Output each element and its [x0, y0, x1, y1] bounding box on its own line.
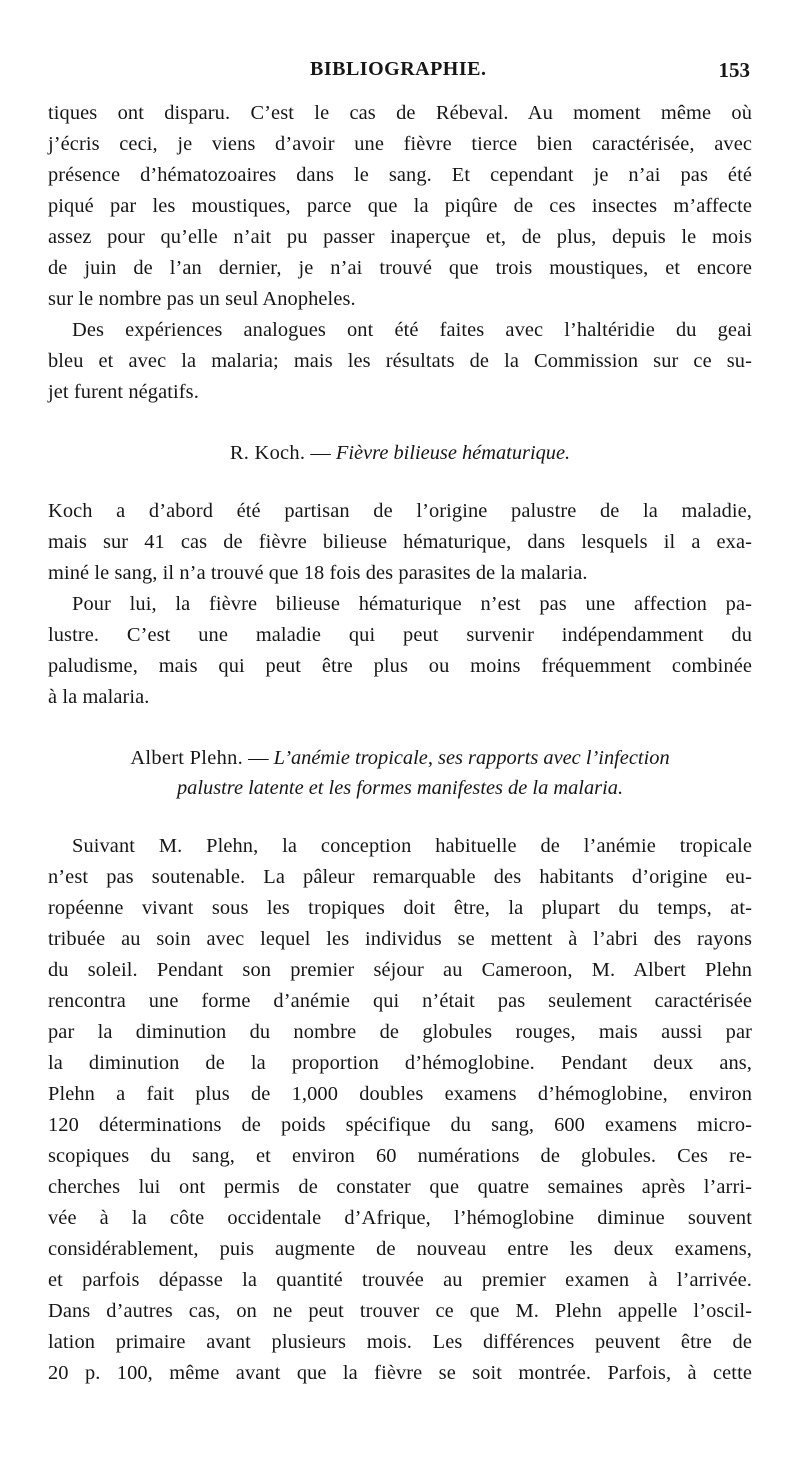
text-line: à la malaria.: [48, 686, 150, 708]
paragraph-koch-opinion: [48, 589, 752, 713]
section-heading-plehn: [48, 743, 752, 803]
text-line: 20 p. 100, même avant que la fièvre se soit montrée. Parfois, à cette: [48, 1362, 752, 1384]
text-line: sur le nombre pas un seul Anopheles.: [48, 288, 356, 310]
text-line: Dans d’autres cas, on ne peut trouver ce que M. Plehn appelle l’oscil-: [48, 1300, 752, 1322]
section-heading-koch: [48, 438, 752, 468]
text-line: miné le sang, il n’a trouvé que 18 fois des parasites de la malaria.: [48, 562, 588, 584]
text-line: 120 déterminations de poids spécifique du sang, 600 examens micro-: [48, 1114, 752, 1136]
article-title: Fièvre bilieuse hématurique.: [335, 442, 571, 464]
paragraph-continuation: [48, 98, 752, 315]
heading-dash: —: [310, 442, 331, 464]
text-line: vée à la côte occidentale d’Afrique, l’hémoglobine diminue souvent: [48, 1207, 752, 1229]
text-line: rencontra une forme d’anémie qui n’était pas seulement caractérisée: [48, 990, 752, 1012]
text-line: j’écris ceci, je viens d’avoir une fièvre tierce bien caractérisée, avec: [48, 133, 752, 155]
text-line: lustre. C’est une maladie qui peut survenir indépendamment du: [48, 624, 752, 646]
text-line: considérablement, puis augmente de nouveau entre les deux examens,: [48, 1238, 752, 1260]
text-line: Suivant M. Plehn, la conception habituelle de l’anémie tropicale: [72, 835, 752, 857]
text-line: et parfois dépasse la quantité trouvée au premier examen à l’arrivée.: [48, 1269, 752, 1291]
text-line: n’est pas soutenable. La pâleur remarquable des habitants d’origine eu-: [48, 866, 752, 888]
text-line: ropéenne vivant sous les tropiques doit être, la plupart du temps, at-: [48, 897, 752, 919]
text-line: présence d’hématozoaires dans le sang. Et cependant je n’ai pas été: [48, 164, 752, 186]
running-header: [60, 58, 750, 90]
text-line: bleu et avec la malaria; mais les résultats de la Commission sur ce su-: [48, 350, 752, 372]
text-line: lation primaire avant plusieurs mois. Les différences peuvent être de: [48, 1331, 752, 1353]
author-name: Albert Plehn.: [130, 747, 243, 769]
text-line: Plehn a fait plus de 1,000 doubles examens d’hémoglobine, environ: [48, 1083, 752, 1105]
text-line: paludisme, mais qui peut être plus ou moins fréquemment combinée: [48, 655, 752, 677]
running-title: BIBLIOGRAPHIE.: [310, 58, 487, 80]
text-line: assez pour qu’elle n’ait pu passer inaperçue et, de plus, depuis le mois: [48, 226, 752, 248]
paragraph-koch: [48, 496, 752, 589]
article-title: L’anémie tropicale, ses rapports avec l’infection: [273, 747, 670, 769]
text-line: Des expériences analogues ont été faites avec l’haltéridie du geai: [72, 319, 752, 341]
text-line: du soleil. Pendant son premier séjour au Cameroon, M. Albert Plehn: [48, 959, 752, 981]
text-line: la diminution de la proportion d’hémoglobine. Pendant deux ans,: [48, 1052, 752, 1074]
text-line: jet furent négatifs.: [48, 381, 199, 403]
text-line: de juin de l’an dernier, je n’ai trouvé que trois moustiques, et encore: [48, 257, 752, 279]
page-number: 153: [718, 58, 750, 82]
text-line: piqué par les moustiques, parce que la piqûre de ces insectes m’affecte: [48, 195, 752, 217]
text-line: scopiques du sang, et environ 60 numérations de globules. Ces re-: [48, 1145, 752, 1167]
paragraph-plehn: [48, 831, 752, 1389]
author-name: R. Koch.: [229, 442, 306, 464]
page-body: [48, 98, 752, 1389]
text-line: mais sur 41 cas de fièvre bilieuse hématurique, dans lesquels il a exa-: [48, 531, 752, 553]
text-line: cherches lui ont permis de constater que quatre semaines après l’arri-: [48, 1176, 752, 1198]
paragraph-experiences: [48, 315, 752, 408]
text-line: Koch a d’abord été partisan de l’origine palustre de la maladie,: [48, 500, 752, 522]
text-line: tiques ont disparu. C’est le cas de Rébeval. Au moment même où: [48, 102, 752, 124]
heading-dash: —: [248, 747, 269, 769]
article-title-continued: palustre latente et les formes manifestes de la malaria.: [176, 777, 624, 799]
text-line: par la diminution du nombre de globules rouges, mais aussi par: [48, 1021, 752, 1043]
text-line: tribuée au soin avec lequel les individus se mettent à l’abri des rayons: [48, 928, 752, 950]
text-line: Pour lui, la fièvre bilieuse hématurique n’est pas une affection pa-: [72, 593, 752, 615]
